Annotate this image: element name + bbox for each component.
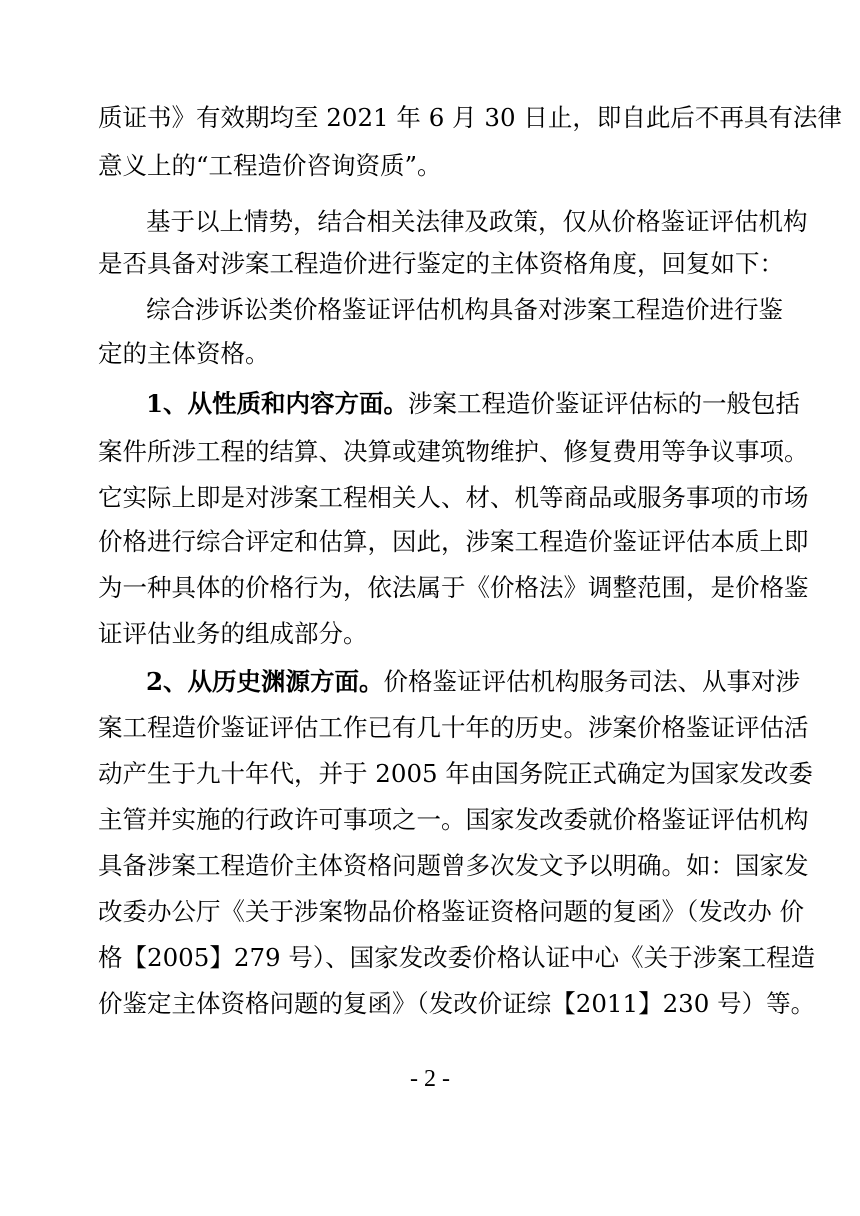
paragraph-line: 案工程造价鉴证评估工作已有几十年的历史。涉案价格鉴证评估活 [98, 713, 809, 742]
paragraph-line: 是否具备对涉案工程造价进行鉴定的主体资格角度，回复如下： [98, 249, 784, 278]
paragraph-text: 价格鉴证评估机构服务司法、从事对涉 [383, 667, 801, 696]
paragraph-line: 具备涉案工程造价主体资格问题曾多次发文予以明确。如：国家发 [98, 851, 809, 880]
section-heading-1: 1、从性质和内容方面。 [146, 389, 409, 418]
paragraph-line: 案件所涉工程的结算、决算或建筑物维护、修复费用等争议事项。 [98, 437, 809, 466]
section-heading-2: 2、从历史渊源方面。 [146, 667, 384, 696]
paragraph-line: 定的主体资格。 [98, 339, 270, 368]
paragraph-line [146, 384, 801, 424]
paragraph-line: 质证书》有效期均至 2021 年 6 月 30 日止，即自此后不再具有法律 [98, 103, 842, 132]
paragraph-line: 价格进行综合评定和估算，因此，涉案工程造价鉴证评估本质上即 [98, 527, 809, 556]
paragraph-line: 为一种具体的价格行为，依法属于《价格法》调整范围，是价格鉴 [98, 573, 809, 602]
paragraph-line: 证评估业务的组成部分。 [98, 619, 368, 648]
paragraph-line: 改委办公厅《关于涉案物品价格鉴证资格问题的复函》（发改办 价 [98, 897, 805, 926]
paragraph-line: 基于以上情势，结合相关法律及政策，仅从价格鉴证评估机构 [146, 207, 808, 236]
paragraph-line: 价鉴定主体资格问题的复函》（发改价证综【2011】230 号）等。 [98, 989, 816, 1018]
paragraph-line: 主管并实施的行政许可事项之一。国家发改委就价格鉴证评估机构 [98, 805, 809, 834]
paragraph-line [146, 662, 801, 702]
paragraph-text: 涉案工程造价鉴证评估标的一般包括 [408, 389, 801, 418]
paragraph-line: 动产生于九十年代，并于 2005 年由国务院正式确定为国家发改委 [98, 759, 813, 788]
paragraph-line: 格【2005】279 号）、国家发改委价格认证中心《关于涉案工程造 [98, 943, 816, 972]
paragraph-line: 综合涉诉讼类价格鉴证评估机构具备对涉案工程造价进行鉴 [146, 295, 783, 324]
page-number: - 2 - [410, 1066, 450, 1092]
paragraph-line: 它实际上即是对涉案工程相关人、材、机等商品或服务事项的市场 [98, 483, 809, 512]
paragraph-line: 意义上的“工程造价咨询资质”。 [98, 151, 442, 180]
